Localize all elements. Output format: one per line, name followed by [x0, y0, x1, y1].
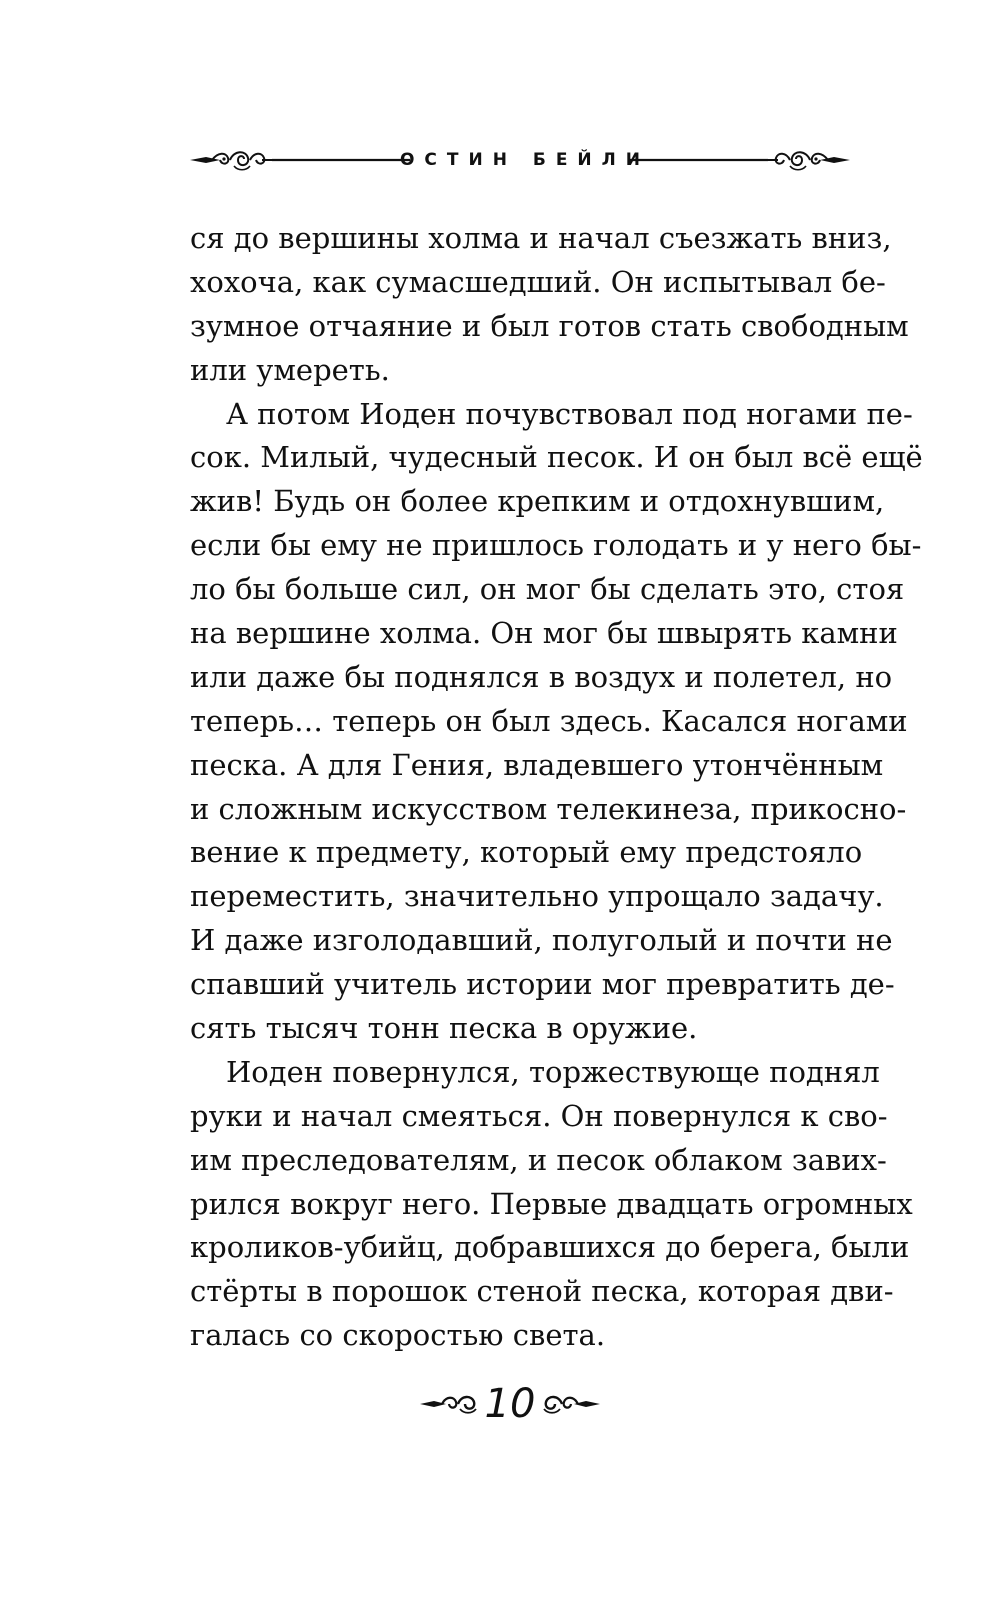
text-line: если бы ему не пришлось голодать и у него бы-: [190, 528, 922, 563]
text-line: песка. А для Гения, владевшего утончённым: [190, 747, 884, 782]
text-line: рился вокруг него. Первые двадцать огромных: [190, 1186, 913, 1221]
text-line: вение к предмету, который ему предстояло: [190, 835, 863, 870]
ornament-folio-left-icon: [420, 1392, 482, 1416]
text-line: руки и начал смеяться. Он повернулся к сво-: [190, 1098, 888, 1133]
text-line: хохоча, как сумасшедший. Он испытывал бе-: [190, 264, 886, 299]
body-text: [190, 217, 923, 1358]
page-number: 10: [484, 1381, 536, 1427]
text-line: спавший учитель истории мог превратить де-: [190, 967, 895, 1002]
running-header-author: ОСТИН БЕЙЛИ: [399, 150, 651, 170]
text-line: стёрты в порошок стеной песка, которая дви-: [190, 1274, 894, 1309]
text-line: И даже изголодавший, полуголый и почти не: [190, 923, 893, 958]
text-line: сять тысяч тонн песка в оружие.: [190, 1011, 698, 1046]
text-line: кроликов-убийц, добравшихся до берега, были: [190, 1230, 910, 1265]
ornament-flourish-right-icon: [630, 146, 850, 176]
running-header: [190, 146, 850, 176]
text-line: и сложным искусством телекинеза, прикосно-: [190, 791, 907, 826]
text-line: переместить, значительно упрощало задачу.: [190, 879, 884, 914]
text-line: ло бы больше сил, он мог бы сделать это, стоя: [190, 572, 905, 607]
ornament-folio-right-icon: [538, 1392, 600, 1416]
text-line: им преследователям, и песок облаком завих-: [190, 1142, 887, 1177]
text-line: или даже бы поднялся в воздух и полетел, но: [190, 659, 893, 694]
text-line: или умереть.: [190, 352, 390, 387]
text-line: зумное отчаяние и был готов стать свободным: [190, 308, 909, 343]
text-line-content: Иоден повернулся, торжествующе поднял: [226, 1054, 880, 1089]
text-line-indented: [190, 393, 913, 437]
text-line-indented: [190, 1051, 880, 1095]
text-line: на вершине холма. Он мог бы швырять камни: [190, 616, 898, 651]
text-line: галась со скоростью света.: [190, 1318, 606, 1353]
text-line-content: А потом Иоден почувствовал под ногами пе-: [226, 396, 913, 431]
page-number-folio: [420, 1378, 600, 1430]
text-line: теперь… теперь он был здесь. Касался ногами: [190, 703, 908, 738]
text-line: ся до вершины холма и начал съезжать вниз,: [190, 221, 892, 255]
text-line: сок. Милый, чудесный песок. И он был всё ещё: [190, 440, 923, 475]
text-line: жив! Будь он более крепким и отдохнувшим,: [190, 484, 885, 519]
